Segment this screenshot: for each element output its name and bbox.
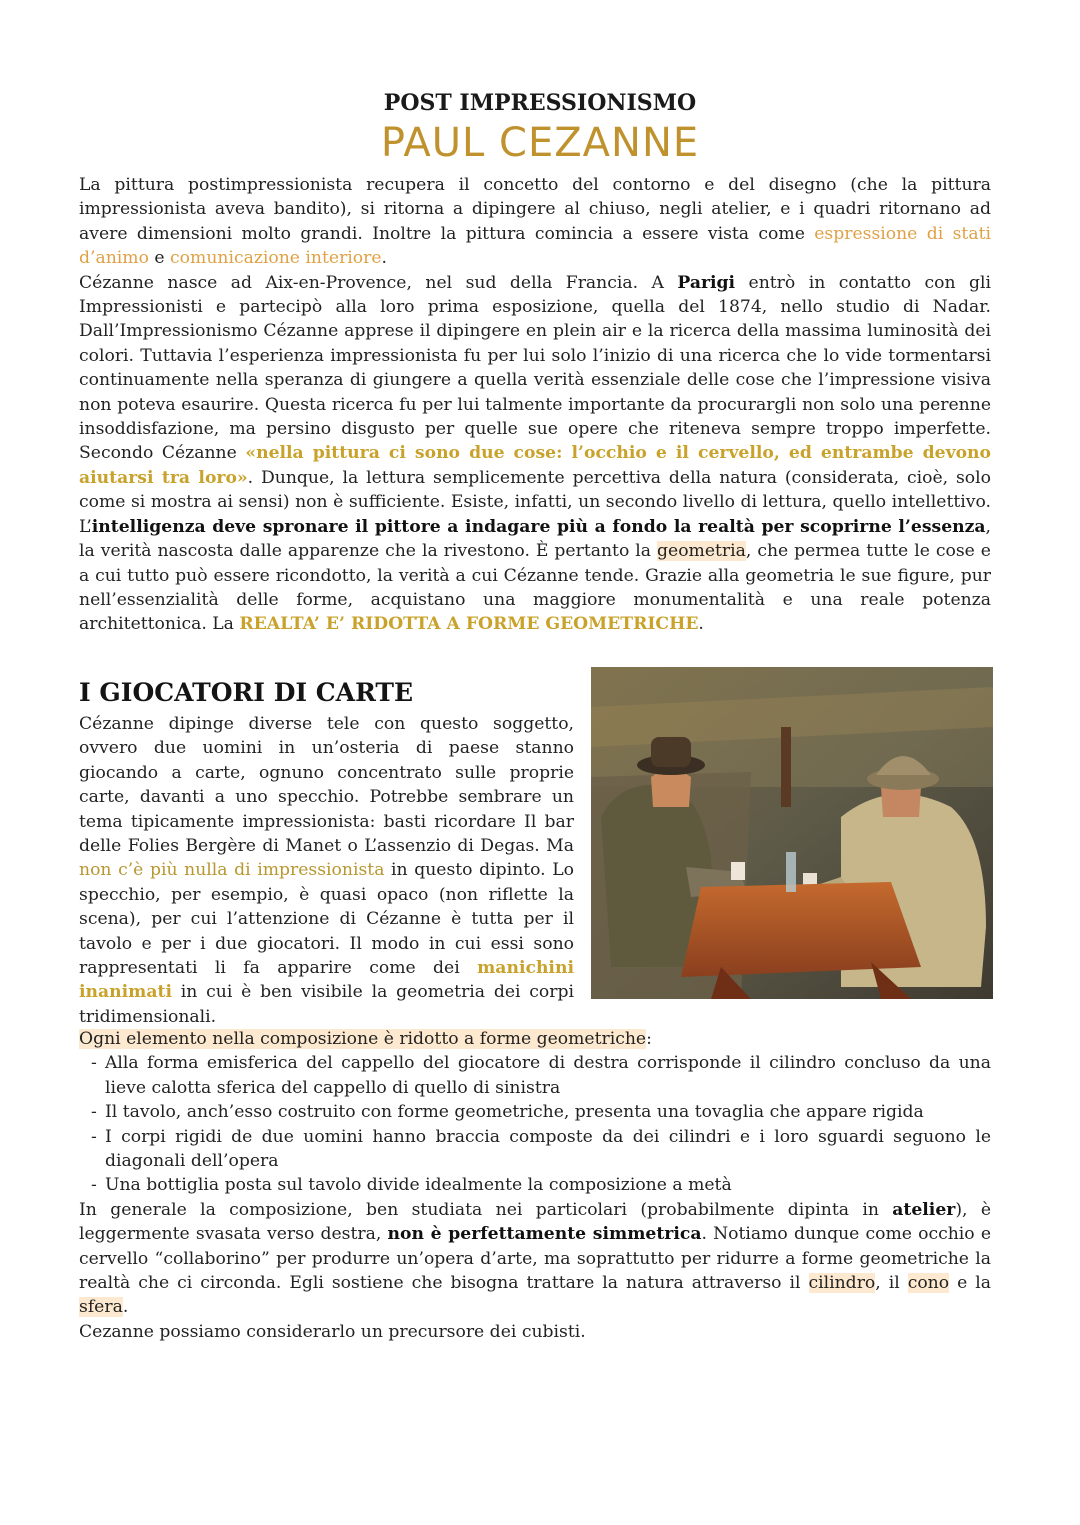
highlight-cilindro: cilindro bbox=[808, 1273, 876, 1294]
giocatori-paragraph bbox=[79, 712, 574, 1029]
list-item: - Una bottiglia posta sul tavolo divide idealmente la composizione a metà bbox=[91, 1173, 991, 1197]
text-run: . bbox=[698, 614, 704, 635]
highlight-sfera: sfera bbox=[79, 1297, 123, 1318]
list-item: - I corpi rigidi de due uomini hanno braccia composte da dei cilindri e i loro sguardi seguono le diagonali dell’opera bbox=[91, 1125, 991, 1174]
quote-cezanne: «nella pittura ci sono due cose: l’occhio e il cervello, ed entrambe devono aiutarsi tra loro» bbox=[79, 443, 992, 488]
text-run: in cui è ben visibile la geometria dei corpi tridimensionali. bbox=[79, 982, 574, 1027]
intro-paragraph-1 bbox=[79, 173, 991, 271]
highlight-comunicazione: comunicazione interiore bbox=[170, 248, 382, 269]
text-run: in questo dipinto. Lo specchio, per esempio, è quasi opaco (non riflette la scena), per cui l’attenzione di Cézanne è tutta per il tavolo e per i due giocatori. Il modo in cui essi sono rappresentati li fa apparire come dei bbox=[79, 860, 574, 979]
highlight-realta-forme: REALTA’ E’ RIDOTTA A FORME GEOMETRICHE bbox=[239, 614, 699, 635]
text-run: Cézanne dipinge diverse tele con questo soggetto, ovvero due uomini in un’osteria di paese stanno giocando a carte, ognuno concentrato sulle proprie carte, davanti a uno specchio. Potrebbe sembrare un tema tipicamente impressionista: basti ricordare Il bar delle Folies Bergère di Manet o L’assenzio di Degas. Ma bbox=[79, 714, 574, 857]
highlight-non-impressionista: non c’è più nulla di impressionista bbox=[79, 860, 385, 881]
bold-parigi: Parigi bbox=[677, 272, 736, 293]
text-run: . bbox=[122, 1297, 129, 1318]
text-run: Cézanne nasce ad Aix-en-Provence, nel sud della Francia. A bbox=[79, 272, 678, 293]
highlight-espressione: espressione di stati d’animo bbox=[79, 223, 991, 269]
text-run: , la verità nascosta dalle apparenze che la rivestono. È pertanto la bbox=[79, 516, 991, 562]
text-run: La pittura postimpressionista recupera il concetto del contorno e del disegno (che la pittura impressionista aveva bandito), si ritorna a dipingere al chiuso, negli atelier, e i quadri ritornano ad avere dimensioni molto grandi. Inoltre la pittura comincia a essere vista come bbox=[79, 175, 991, 244]
text-run: entrò in contatto con gli Impressionisti e partecipò alla loro prima esposizione, quella del 1874, nello studio di Nadar. Dall’Impressionismo Cézanne apprese il dipingere en plein air e la ricerca della massima luminosità dei colori. Tuttavia l’esperienza impressionista fu per lui solo l’inizio di una ricerca che lo vide tormentarsi continuamente nella speranza di giungere a quella verità essenziale delle cose che l’impressione visiva non poteva esaurire. Questa ricerca fu per lui talmente importante da procurargli non solo una perenne insoddisfazione, ma persino disgusto per quelle sue opere che riteneva sempre troppo imperfette. Secondo Cézanne bbox=[79, 272, 991, 464]
intro-section bbox=[79, 173, 991, 637]
painting-card-players-image bbox=[591, 667, 993, 999]
page-subtitle: POST IMPRESSIONISMO bbox=[383, 90, 697, 116]
list-item: - Il tavolo, anch’esso costruito con forme geometriche, presenta una tovaglia che appare rigida bbox=[91, 1100, 991, 1124]
text-run: e la bbox=[949, 1273, 991, 1294]
text-run: e bbox=[148, 248, 171, 269]
final-sentence: Cezanne possiamo considerarlo un precursore dei cubisti. bbox=[79, 1321, 586, 1342]
page-title: PAUL CEZANNE bbox=[380, 120, 700, 166]
conclusion-paragraph bbox=[79, 1198, 991, 1320]
text-run: ), è leggermente svasata verso destra, bbox=[79, 1199, 991, 1245]
text-run: , il bbox=[875, 1273, 908, 1294]
text-run: . bbox=[381, 248, 387, 269]
composition-list bbox=[79, 1051, 991, 1197]
text-run: , che permea tutte le cose e a cui tutto può essere ricondotto, la verità a cui Cézanne tende. Grazie alla geometria le sue figure, pur nell’essenzialità delle forme, acquistano una maggiore monumentalità e una reale potenza architettonica. La bbox=[79, 541, 991, 635]
highlight-cono: cono bbox=[907, 1273, 950, 1294]
composition-intro bbox=[79, 1027, 991, 1051]
text-run: . Dunque, la lettura semplicemente percettiva della natura (considerata, cioè, solo come si mostra ai sensi) non è sufficiente. Esiste, infatti, un secondo livello di lettura, quello intellettivo. L’ bbox=[79, 467, 991, 537]
text-run: . Notiamo dunque come occhio e cervello “collaborino” per produrre un’opera d’arte, ma soprattutto per ridurre a forme geometriche la realtà che ci circonda. Egli sostiene che bisogna trattare la natura attraverso il bbox=[79, 1224, 991, 1294]
bold-non-simmetrica: non è perfettamente simmetrica bbox=[387, 1224, 702, 1245]
highlight-ogni-elemento: Ogni elemento nella composizione è ridotto a forme geometriche bbox=[79, 1029, 647, 1049]
bold-atelier: atelier bbox=[892, 1199, 956, 1220]
highlight-geometria: geometria bbox=[657, 541, 746, 562]
section-heading: I GIOCATORI DI CARTE bbox=[79, 678, 414, 707]
header bbox=[0, 88, 1080, 168]
intro-paragraph-2 bbox=[79, 271, 991, 637]
highlight-manichini: manichini inanimati bbox=[79, 958, 574, 1003]
text-run: : bbox=[646, 1029, 652, 1049]
giocatori-section bbox=[79, 676, 574, 1029]
composition-section bbox=[79, 1027, 991, 1344]
text-run: In generale la composizione, ben studiata nei particolari (probabilmente dipinta in bbox=[79, 1199, 893, 1220]
list-item: - Alla forma emisferica del cappello del giocatore di destra corrisponde il cilindro concluso da una lieve calotta sferica del cappello di quello di sinistra bbox=[91, 1051, 991, 1100]
bold-intelligenza: intelligenza deve spronare il pittore a indagare più a fondo la realtà per scoprirne l’essenza bbox=[91, 516, 986, 537]
